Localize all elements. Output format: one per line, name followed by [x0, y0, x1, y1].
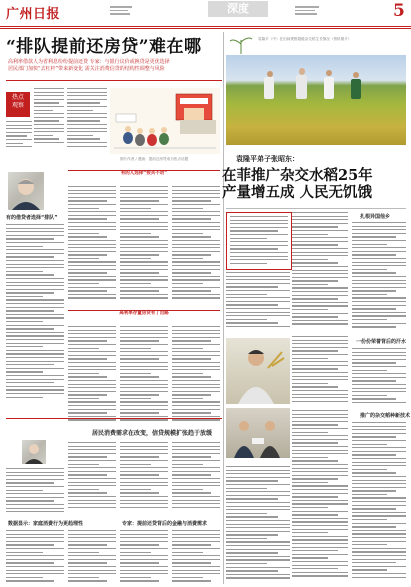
rice-body-col-7 [292, 410, 348, 584]
lead-deck-line: 居民部门加快“去杠杆”带来新变化 需关注消费信贷的结构性调整与风险 [8, 66, 165, 72]
rice-sprout-icon [226, 32, 256, 54]
lead-body-col-8 [172, 326, 220, 426]
lead-section-heading [68, 170, 220, 183]
rice-body-col-3 [226, 272, 290, 332]
rice-headline-line: 在菲推广杂交水稻25年 [222, 167, 373, 184]
person-head [299, 68, 305, 75]
rice-headline [222, 167, 373, 201]
masthead-rule-thin [0, 28, 411, 29]
rice-kicker: 袁隆平弟子张昭东： [236, 155, 299, 163]
column-rule [223, 32, 224, 584]
person-head [267, 71, 273, 77]
rice-intro-box [226, 212, 292, 270]
lead-body-col-1 [67, 88, 107, 150]
badge-line: 热点 [11, 94, 24, 101]
masthead-rule [0, 26, 411, 27]
bottom-body-col-5 [6, 530, 64, 584]
lead-section-heading-text-2: 高利率存量房贷有了出路 [119, 311, 169, 316]
expert-portrait [8, 172, 44, 210]
person-figure [264, 77, 274, 99]
portrait-caption [46, 182, 66, 188]
badge-line: 观察 [11, 102, 24, 109]
rice-body-col-4 [292, 336, 348, 406]
lead-body-col-2 [6, 224, 64, 404]
rice-subhead-2: 一份份荣誉背后的汗水 [356, 339, 407, 345]
meeting-photo [226, 408, 290, 458]
page-number: 5 [393, 1, 405, 21]
rice-photo-caption: 袁隆平（中）在田间观察超级杂交稻生长情况（资料图片） [258, 37, 352, 41]
rice-body-col-8 [352, 422, 406, 584]
rice-field-photo [226, 55, 406, 145]
bottom-body-col-3 [120, 442, 168, 514]
lead-section-heading-text: 有的人选择“按兵不动” [120, 171, 168, 176]
rice-body-col-5 [352, 348, 406, 408]
person-figure [324, 77, 334, 99]
bottom-subhead-2: 专家：提前还贷背后的金融与消费需求 [122, 521, 208, 527]
bottom-headline: 居民消费需求在改变，信贷规模扩张趋于放缓 [92, 430, 213, 437]
lead-body-col-7 [120, 326, 168, 426]
bottom-portrait [22, 440, 46, 464]
rice-subhead-3: 推广的杂交稻种新技术 [360, 413, 411, 419]
queue-illustration [110, 88, 220, 154]
rice-divider [226, 208, 406, 209]
lead-divider [6, 80, 222, 81]
masthead-domain [8, 19, 12, 25]
bottom-body-col-4 [172, 442, 220, 514]
editor-credits [295, 6, 319, 15]
lead-body-col-4 [120, 186, 168, 306]
lead-subhead: 有的借贷者选择“排队” [6, 215, 58, 221]
commentary-text [34, 88, 64, 148]
rice-body-col-6 [226, 466, 290, 584]
rice-headline-line: 产量增五成 人民无饥饿 [222, 184, 373, 201]
lead-body-col-6 [68, 326, 116, 426]
person-head [353, 72, 359, 78]
rice-portrait-photo [226, 338, 290, 404]
bottom-body-col-1 [6, 468, 64, 516]
bottom-body-col-8 [172, 530, 220, 584]
bottom-divider [6, 418, 222, 419]
lead-headline: “排队提前还房贷”难在哪 [6, 37, 202, 57]
lead-section-heading-2 [68, 310, 220, 323]
masthead-logo: 广州日报 [6, 7, 61, 22]
person-figure [296, 75, 307, 99]
commentary-badge [6, 92, 30, 117]
lead-deck [8, 59, 170, 73]
commentary-text-2 [6, 121, 32, 149]
person-figure [351, 79, 361, 99]
rice-body-col-2 [352, 222, 406, 334]
rice-intro-text [230, 216, 288, 266]
lead-body-col-5 [172, 186, 220, 306]
bottom-body-col-7 [120, 530, 168, 584]
bottom-subhead-1: 数据显示：家庭消费行为更趋理性 [8, 521, 84, 527]
bottom-body-col-6 [68, 530, 116, 584]
bottom-body-col-2 [68, 442, 116, 514]
masthead-date-block [110, 6, 132, 15]
section-label: 深度 [208, 1, 268, 17]
person-head [326, 70, 332, 76]
lead-body-col-3 [68, 186, 116, 306]
rice-subhead-1: 扎根异国他乡 [360, 214, 391, 220]
illustration-caption: 图片作者 / 漫画：提前还房贷成为热点话题 [120, 157, 189, 161]
rice-body-col-1 [292, 212, 348, 332]
lead-deck-line: 高利率借款人为省利息纷纷提前还贷 专家：与银行议价或换贷是更优选择 [8, 59, 170, 65]
